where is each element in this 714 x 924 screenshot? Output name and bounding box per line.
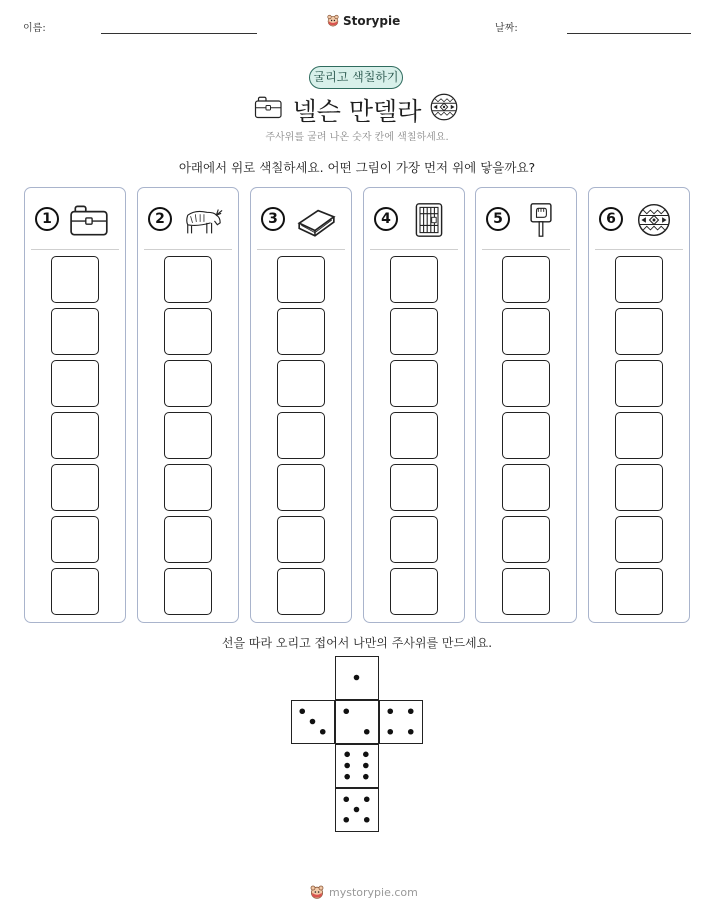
footer	[309, 884, 418, 900]
color-box[interactable]	[51, 256, 99, 303]
color-box[interactable]	[502, 308, 550, 355]
color-box[interactable]	[51, 568, 99, 615]
column-number: 3	[261, 207, 285, 231]
color-box[interactable]	[277, 568, 325, 615]
color-box[interactable]	[615, 464, 663, 511]
column-number: 4	[374, 207, 398, 231]
color-box[interactable]	[615, 308, 663, 355]
storypie-mascot-icon	[309, 884, 325, 900]
die-face-2	[335, 700, 379, 744]
color-box[interactable]	[51, 360, 99, 407]
color-box[interactable]	[164, 360, 212, 407]
color-box[interactable]	[502, 568, 550, 615]
column-divider	[370, 249, 458, 250]
column-divider	[482, 249, 570, 250]
die-face-5	[335, 788, 379, 832]
color-box[interactable]	[502, 360, 550, 407]
color-box[interactable]	[51, 308, 99, 355]
column-divider	[31, 249, 119, 250]
column-divider	[595, 249, 683, 250]
color-box[interactable]	[615, 360, 663, 407]
color-box[interactable]	[615, 516, 663, 563]
column-2	[137, 187, 239, 623]
column-divider	[257, 249, 345, 250]
color-box[interactable]	[277, 360, 325, 407]
color-box[interactable]	[277, 256, 325, 303]
color-box[interactable]	[615, 568, 663, 615]
date-line[interactable]	[567, 33, 691, 34]
book-icon	[295, 202, 337, 238]
protest-sign-icon	[520, 202, 562, 238]
column-3	[250, 187, 352, 623]
color-box[interactable]	[164, 256, 212, 303]
color-box[interactable]	[164, 568, 212, 615]
activity-badge: 굴리고 색칠하기	[309, 66, 403, 89]
coloring-instruction: 아래에서 위로 색칠하세요. 어떤 그림이 가장 먼저 위에 닿을까요?	[178, 160, 536, 175]
die-face-6	[335, 744, 379, 788]
column-divider	[144, 249, 232, 250]
color-box[interactable]	[164, 308, 212, 355]
color-box[interactable]	[164, 516, 212, 563]
color-box[interactable]	[502, 412, 550, 459]
logo-text: Storypie	[343, 13, 401, 28]
column-5	[475, 187, 577, 623]
die-face-1	[335, 656, 379, 700]
color-box[interactable]	[390, 568, 438, 615]
color-box[interactable]	[277, 308, 325, 355]
storypie-mascot-icon	[326, 13, 340, 28]
color-box[interactable]	[164, 464, 212, 511]
color-box[interactable]	[615, 412, 663, 459]
color-box[interactable]	[390, 516, 438, 563]
date-label: 날짜:	[495, 23, 518, 34]
column-6	[588, 187, 690, 623]
color-box[interactable]	[390, 308, 438, 355]
color-box[interactable]	[390, 464, 438, 511]
prison-door-icon	[408, 202, 450, 238]
column-number: 1	[35, 207, 59, 231]
column-number: 6	[599, 207, 623, 231]
column-number: 5	[486, 207, 510, 231]
column-4	[363, 187, 465, 623]
name-label: 이름:	[23, 23, 46, 34]
die-face-4	[379, 700, 423, 744]
ox-icon	[182, 202, 224, 238]
name-line[interactable]	[101, 33, 257, 34]
color-box[interactable]	[277, 464, 325, 511]
color-box[interactable]	[277, 516, 325, 563]
color-box[interactable]	[615, 256, 663, 303]
briefcase-icon	[69, 202, 111, 238]
color-box[interactable]	[502, 256, 550, 303]
color-box[interactable]	[502, 464, 550, 511]
page-title: 넬슨 만델라	[292, 97, 422, 126]
color-box[interactable]	[51, 412, 99, 459]
page-subtitle: 주사위를 굴려 나온 숫자 칸에 색칠하세요.	[265, 132, 449, 143]
column-1	[24, 187, 126, 623]
color-box[interactable]	[390, 360, 438, 407]
color-box[interactable]	[51, 464, 99, 511]
title-patterned-ball-icon	[429, 92, 459, 122]
storypie-logo	[326, 13, 400, 28]
footer-url: mystorypie.com	[329, 885, 418, 899]
color-box[interactable]	[277, 412, 325, 459]
patterned-ball-icon	[633, 202, 675, 238]
color-box[interactable]	[502, 516, 550, 563]
die-face-3	[291, 700, 335, 744]
color-box[interactable]	[390, 256, 438, 303]
column-number: 2	[148, 207, 172, 231]
cut-instruction: 선을 따라 오리고 접어서 나만의 주사위를 만드세요.	[221, 636, 493, 650]
color-box[interactable]	[390, 412, 438, 459]
color-box[interactable]	[164, 412, 212, 459]
color-box[interactable]	[51, 516, 99, 563]
